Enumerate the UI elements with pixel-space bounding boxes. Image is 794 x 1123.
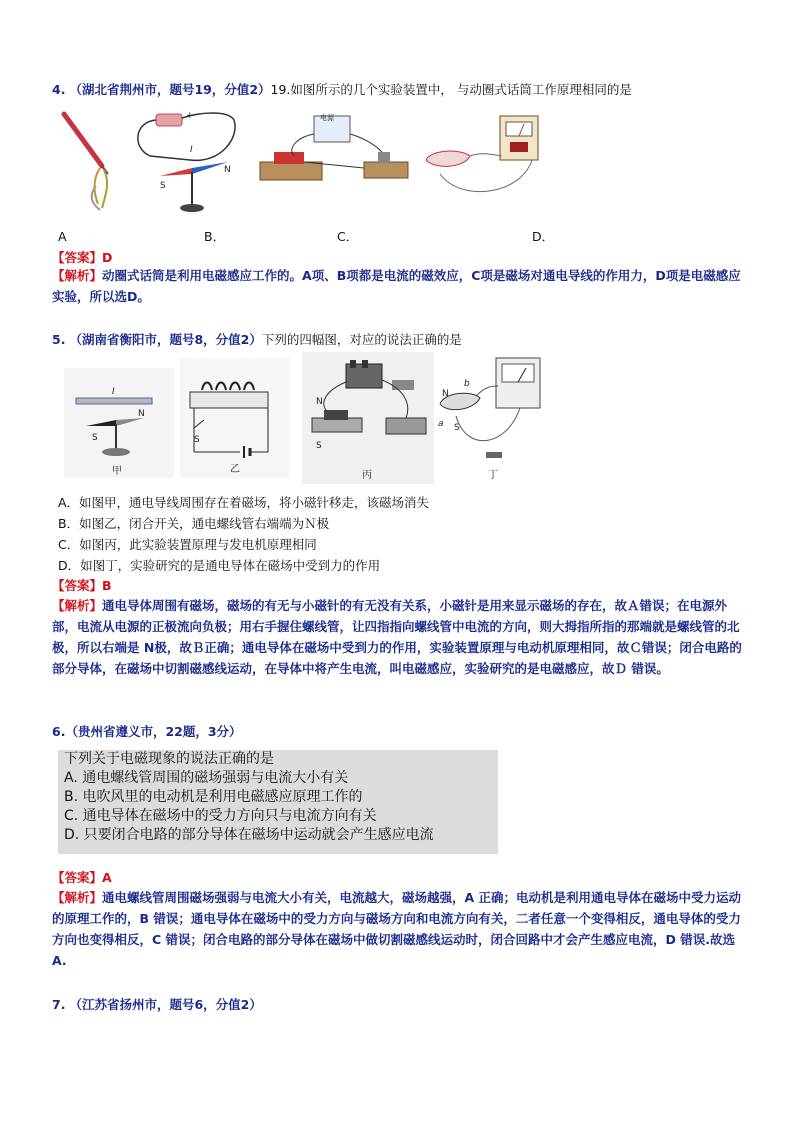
q4-option-b: B． [204, 229, 226, 244]
q6-explanation [52, 887, 742, 971]
q4-explanation-text: 动圈式话筒是利用电磁感应工作的。A项、B项都是电流的磁效应，C项是磁场对通电导线的作用力，D项是电磁感应实验，所以选D。 [52, 268, 741, 304]
q4-answer [52, 248, 112, 266]
q4-meta: （湖北省荆州市，题号19，分值2） [69, 82, 271, 97]
q5-number: 5. [52, 332, 66, 347]
q4-answer-label: 【答案】 [52, 250, 103, 265]
q4-option-a: A [58, 229, 67, 244]
q6-answer-label: 【答案】 [52, 870, 103, 885]
q5-option-c: C．如图丙，此实验装置原理与发电机原理相同 [58, 537, 317, 552]
q6-scan-stem: 下列关于电磁现象的说法正确的是 [64, 751, 274, 767]
q6-number: 6. [52, 724, 66, 739]
q6-scan-option-d: D. 只要闭合电路的部分导体在磁场中运动就会产生感应电流 [64, 827, 434, 843]
q5-caption-yi: 乙 [230, 464, 240, 475]
q5-option-a: A．如图甲，通电导线周围存在着磁场，将小磁针移走，该磁场消失 [58, 495, 430, 510]
q5-ding-a: a [438, 419, 444, 429]
q5-caption-ding: 丁 [488, 470, 498, 481]
q5-question: 下列的四幅图，对应的说法正确的是 [261, 332, 462, 347]
q4-figure-c [254, 110, 414, 190]
q4-answer-value: D [102, 250, 113, 265]
q5-caption-jia: 甲 [112, 466, 122, 477]
q5-figure-yi [180, 358, 290, 478]
q5-jia-n: N [138, 409, 145, 419]
q5-jia-s: S [92, 433, 98, 443]
q5-figure-bing [302, 352, 434, 484]
q6-answer-value: A [102, 870, 112, 885]
q5-figure-strip [58, 352, 534, 486]
q4-b-n: N [224, 165, 231, 175]
q6-scan-option-b: B. 电吹风里的电动机是利用电磁感应原理工作的 [64, 789, 363, 805]
q4-number: 4. [52, 82, 66, 97]
q4-b-plus: + [186, 111, 194, 121]
q4-question: 19.如图所示的几个实验装置中， 与动圈式话筒工作原理相同的是 [270, 82, 632, 97]
q4-figure-b [130, 108, 250, 216]
q6-explanation-label: 【解析】 [52, 890, 103, 905]
q6-answer [52, 868, 112, 886]
q6-meta: （贵州省遵义市，22题，3分） [65, 724, 242, 739]
q5-answer-label: 【答案】 [52, 578, 103, 593]
q5-ding-s: S [454, 423, 460, 433]
q5-yi-s: S [194, 435, 200, 445]
q4-b-current: I [190, 145, 193, 155]
q4-explanation-label: 【解析】 [52, 268, 103, 283]
q5-option-d: D．如图丁，实验研究的是通电导体在磁场中受到力的作用 [58, 558, 381, 573]
q5-bing-n: N [316, 397, 323, 407]
q5-figure-jia [64, 368, 174, 478]
q5-ding-n: N [442, 389, 449, 399]
q5-option-b: B．如图乙，闭合开关，通电螺线管右端端为Ｎ极 [58, 516, 330, 531]
q6-heading [52, 722, 242, 740]
q7-number: 7. [52, 997, 66, 1012]
q5-meta: （湖南省衡阳市，题号8，分值2） [69, 332, 262, 347]
q5-answer-value: B [102, 578, 112, 593]
q6-explanation-text: 通电螺线管周围磁场强弱与电流大小有关，电流越大，磁场越强，A 正确；电动机是利用通电导体在磁场中受力运动的原理工作的，B 错误；通电导体在磁场中的受力方向与磁场方向和电流方向有关，二者任意一个变得相反，通电导体的受力方向也变得相反，C 错误；闭合电路的部分导体在磁场中做切割磁感线运动时，闭合回路中才会产生感应电流，D 错误.故选 A. [52, 890, 742, 968]
q5-ding-b: b [464, 379, 470, 389]
q5-explanation-label: 【解析】 [52, 598, 103, 613]
q6-scan-option-c: C. 通电导体在磁场中的受力方向只与电流方向有关 [64, 808, 377, 824]
q5-caption-bing: 丙 [362, 470, 372, 481]
q5-explanation-text: 通电导体周围有磁场，磁场的有无与小磁针的有无没有关系，小磁针是用来显示磁场的存在，故Ａ错误；在电源外部，电流从电源的正极流向负极；用右手握住螺线管，让四指指向螺线管中电流的方向，则大拇指所指的那端就是螺线管的北极，所以右端是 N极，故Ｂ正确；通电导体在磁场中受到力的作用，实验装置原理与电动机原理相同，故Ｃ错误；闭合电路的部分导体，在磁场中切割磁感线运动，在导体中将产生电流，叫电磁感应，实验研究的是电磁感应，故Ｄ 错误。 [52, 598, 742, 676]
q4-c-power-label: 电源 [320, 114, 334, 122]
q5-heading [52, 330, 462, 348]
q5-answer [52, 576, 112, 594]
q7-heading [52, 995, 262, 1013]
q5-figure-ding [436, 356, 546, 484]
q4-b-s: S [160, 181, 166, 191]
q6-scan-option-a: A. 通电螺线管周围的磁场强弱与电流大小有关 [64, 770, 349, 786]
q4-explanation [52, 265, 742, 307]
q5-explanation [52, 595, 742, 679]
q4-figure-a [58, 108, 120, 216]
q6-scanned-question [58, 750, 498, 854]
q4-option-d: D． [532, 229, 555, 244]
q4-heading [52, 80, 632, 98]
q4-option-c: C． [337, 229, 359, 244]
q7-meta: （江苏省扬州市，题号6，分值2） [69, 997, 262, 1012]
q5-jia-current: I [112, 387, 115, 397]
q4-figure-d [420, 112, 550, 208]
q5-bing-s: S [316, 441, 322, 451]
